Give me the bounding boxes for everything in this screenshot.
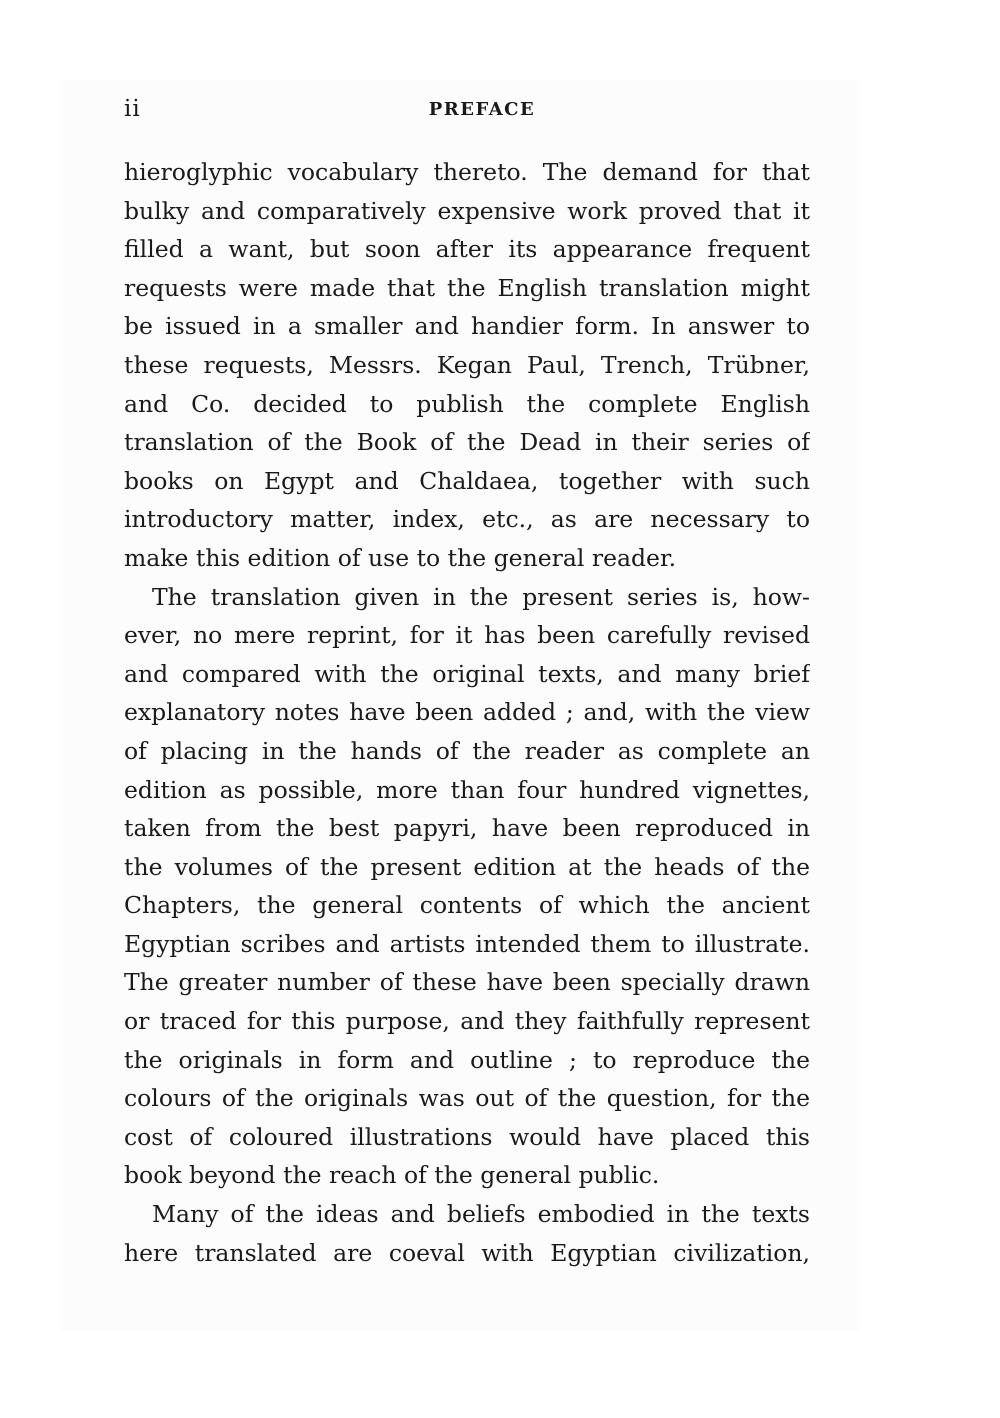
text-line: make this edition of use to the general reader. (124, 543, 677, 572)
text-line: explanatory notes have been added ; and, with the view (124, 698, 810, 727)
text-line: books on Egypt and Chaldaea, together with such (124, 466, 810, 495)
text-line: of placing in the hands of the reader as complete an (124, 736, 810, 765)
text-line: translation of the Book of the Dead in their series of (124, 428, 810, 457)
text-line: and compared with the original texts, and many brief (124, 659, 810, 688)
body-text (124, 153, 810, 1272)
text-line: bulky and comparatively expensive work proved that it (124, 196, 810, 225)
text-line: colours of the originals was out of the question, for the (124, 1084, 810, 1113)
text-line: here translated are coeval with Egyptian civilization, (124, 1238, 810, 1267)
text-line: be issued in a smaller and handier form. In answer to (124, 312, 810, 341)
text-line: or traced for this purpose, and they faithfully represent (124, 1007, 810, 1036)
text-line: and Co. decided to publish the complete English (124, 389, 810, 418)
text-line: cost of coloured illustrations would have placed this (124, 1122, 810, 1151)
text-line: The translation given in the present series is, how- (152, 582, 810, 611)
text-line: requests were made that the English translation might (124, 273, 810, 302)
text-line: Egyptian scribes and artists intended them to illustrate. (124, 929, 810, 958)
running-head-title: PREFACE (428, 99, 536, 120)
text-line: hieroglyphic vocabulary thereto. The demand for that (124, 158, 810, 186)
text-line: the originals in form and outline ; to reproduce the (124, 1045, 810, 1074)
text-line: the volumes of the present edition at the heads of the (124, 852, 810, 881)
text-line: Many of the ideas and beliefs embodied in the texts (152, 1200, 810, 1229)
text-line: these requests, Messrs. Kegan Paul, Trench, Trübner, (124, 350, 810, 379)
text-line: edition as possible, more than four hundred vignettes, (124, 775, 810, 804)
text-line: filled a want, but soon after its appearance frequent (124, 235, 810, 264)
text-line: The greater number of these have been specially drawn (124, 968, 810, 997)
text-line: ever, no mere reprint, for it has been carefully revised (124, 621, 810, 650)
text-line: taken from the best papyri, have been reproduced in (124, 814, 810, 843)
text-line: book beyond the reach of the general public. (124, 1161, 660, 1190)
text-line: Chapters, the general contents of which the ancient (124, 891, 810, 920)
text-line: introductory matter, index, etc., as are necessary to (124, 505, 810, 534)
page-number: ii (124, 96, 141, 122)
running-head (124, 96, 810, 130)
